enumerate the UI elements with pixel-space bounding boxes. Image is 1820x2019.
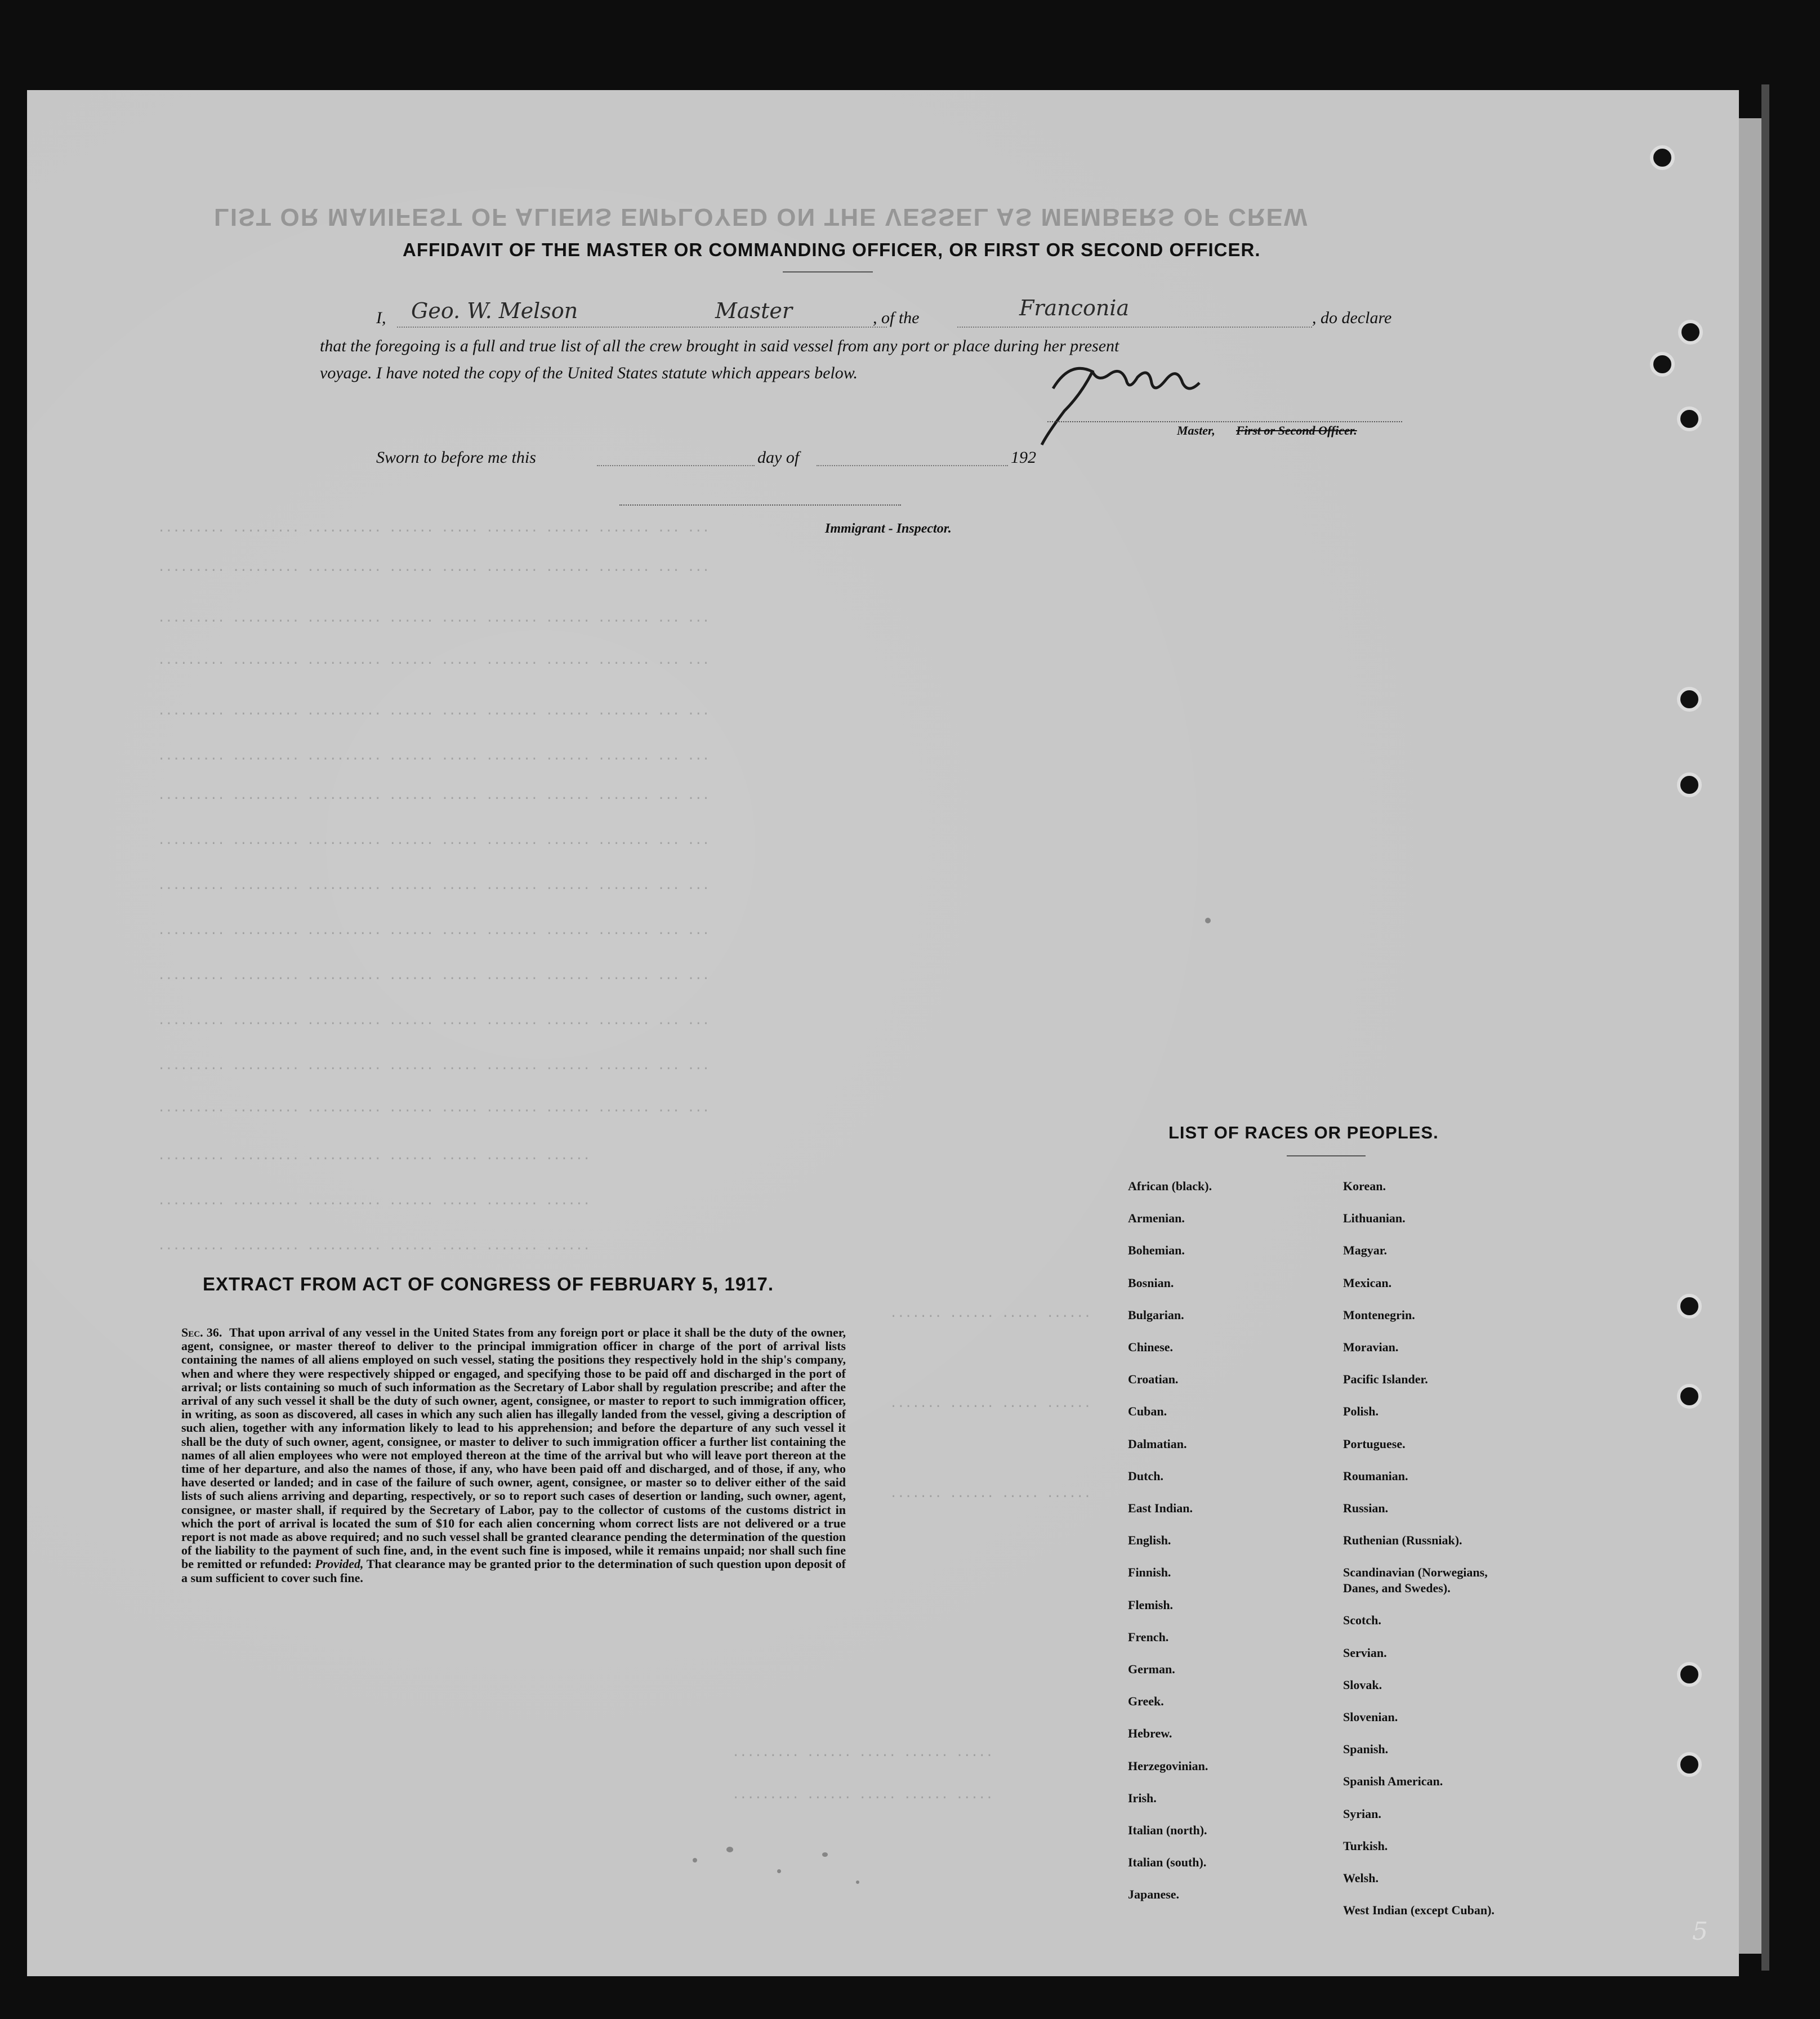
bleed-through-row: ......... ......... .......... ...... ..... ....... ...... ....... ... ... <box>158 1013 710 1028</box>
signature-scrawl <box>1031 349 1256 450</box>
bleed-through-row: ......... ......... .......... ...... ..... ....... ...... ....... ... ... <box>158 833 710 847</box>
bleed-through-row: ......... ......... .......... ...... ..... ....... ...... ....... ... ... <box>158 521 710 535</box>
name-field-line <box>397 327 887 328</box>
officer-struck: First or Second Officer. <box>1236 423 1357 437</box>
bleed-through-row: ......... ......... .......... ...... ..... ....... ...... ....... ... ... <box>158 611 710 625</box>
bleed-through-row: ......... ......... .......... ...... ..... ....... ...... ....... ... ... <box>158 749 710 763</box>
race-entry: Bulgarian. <box>1128 1307 1184 1322</box>
punch-hole <box>1677 687 1702 712</box>
race-entry: Japanese. <box>1128 1887 1180 1902</box>
race-entry: Spanish American. <box>1343 1774 1443 1789</box>
race-entry: Flemish. <box>1128 1597 1174 1612</box>
stain <box>726 1847 733 1852</box>
race-entry: Montenegrin. <box>1343 1307 1415 1322</box>
bleed-through-row: ......... ...... ..... ...... ..... <box>732 1745 993 1759</box>
race-entry: Servian. <box>1343 1645 1387 1660</box>
bleed-through-row: ......... ......... .......... ...... ..... ....... ...... ....... ... ... <box>158 1101 710 1115</box>
punch-hole <box>1677 407 1702 431</box>
race-entry: Welsh. <box>1343 1871 1379 1885</box>
stain <box>777 1869 781 1873</box>
race-entry: Scandinavian (Norwegians, <box>1343 1565 1488 1580</box>
race-entry: Korean. <box>1343 1179 1386 1193</box>
vessel-handwritten: Franconia <box>1019 296 1130 320</box>
day-of-label: day of <box>757 448 800 467</box>
race-entry: Bohemian. <box>1128 1243 1185 1258</box>
race-entry: East Indian. <box>1128 1501 1193 1515</box>
race-entry: African (black). <box>1128 1179 1212 1193</box>
stain <box>856 1880 859 1884</box>
punch-hole <box>1677 1752 1702 1777</box>
race-entry: Moravian. <box>1343 1340 1399 1354</box>
bleed-through-row: ......... ......... .......... ...... ..... ....... ...... ....... ... ... <box>158 788 710 802</box>
act-heading: EXTRACT FROM ACT OF CONGRESS OF FEBRUARY 5, 1917. <box>203 1274 774 1294</box>
race-entry: Dalmatian. <box>1128 1436 1187 1451</box>
bleed-through-row: ....... ...... ..... ...... <box>890 1486 1091 1500</box>
race-entry: French. <box>1128 1629 1169 1644</box>
do-declare-label: , do declare <box>1312 309 1392 327</box>
punch-hole <box>1677 1294 1702 1319</box>
race-entry: Roumanian. <box>1343 1468 1408 1483</box>
stain <box>822 1852 828 1857</box>
race-entry: Mexican. <box>1343 1275 1392 1290</box>
of-the-label: , of the <box>873 309 920 327</box>
race-entry: Cuban. <box>1128 1404 1167 1419</box>
race-entry: English. <box>1128 1533 1171 1548</box>
race-entry: Italian (south). <box>1128 1855 1207 1870</box>
punch-hole <box>1677 1662 1702 1687</box>
page-mark: 5 <box>1692 1917 1708 1946</box>
bleed-through-row: ......... ......... .......... ...... ..... ....... ...... <box>158 1239 591 1253</box>
race-entry: West Indian (except Cuban). <box>1343 1903 1495 1918</box>
act-text-part-1: That upon arrival of any vessel in the United States from any foreign port or place it shall be the duty of the owner, agent, consignee, or master thereof to deliver to the principal immigration officer in charge of the port of arrival lists containing the names of all aliens employed on such vessel, stating the positions they respectively hold in the ship's company, when and where they were respectively shipped or engaged, and specifying those to be paid off and discharged in the port of arrival; or lists containing so much of such information as the Secretary of Labor shall by regulation prescribe; and after the arrival of any such vessel it shall be the duty of such owner, agent, consignee, or master to report to such immigration officer, in writing, as soon as discovered, all cases in which any such alien has illegally landed from the vessel, giving a description of such alien, together with any information likely to lead to his apprehension; and before the departure of any such vessel it shall be the duty of such owner, agent, consignee, or master to deliver to such immigration officer a further list containing the names of all alien employees who were not employed thereon at the time of the arrival but who will leave port thereon at the time of her departure, and also the names of those, if any, who have been paid off and discharged, and of those, if any, who have deserted or landed; and in case of the failure of such owner, agent, consignee, or master so to deliver either of the said lists of such aliens arriving and departing, respectively, or so to report such cases of desertion or landing, such owner, agent, consignee, or master shall, if required by the Secretary of Labor, pay to the collector of customs of the customs district in which the port of arrival is located the sum of $10 for each alien concerning whom correct lists are not delivered or a true report is not made as above required; and no such vessel shall be granted clearance pending the determination of the question of the liability to the payment of such fine, and, in the event such fine is imposed, while it remains unpaid; nor shall such fine be remitted or refunded: <box>181 1325 846 1571</box>
name-handwritten: Geo. W. Melson <box>411 298 578 323</box>
bleed-through-row: ......... ......... .......... ...... ..... ....... ...... ....... ... ... <box>158 1058 710 1073</box>
races-rule <box>1287 1155 1366 1156</box>
bleed-through-row: ......... ......... .......... ...... ..... ....... ...... ....... ... ... <box>158 923 710 937</box>
year-label: 192 <box>1011 448 1036 467</box>
race-entry: Bosnian. <box>1128 1275 1174 1290</box>
bleed-through-row: ......... ......... .......... ...... ..... ....... ...... <box>158 1149 591 1163</box>
sworn-month-line <box>817 465 1008 466</box>
bleed-through-row: ......... ......... .......... ...... ..... ....... ...... ....... ... ... <box>158 653 710 667</box>
bleed-through-heading: LIST OR MANIFEST OF ALIENS EMPLOYED ON THE VESSEL AS MEMBERS OF CREW <box>214 203 1309 231</box>
bleed-through-row: ......... ......... .......... ...... ..... ....... ...... ....... ... ... <box>158 704 710 718</box>
bleed-through-row: ......... ......... .......... ...... ..... ....... ...... ....... ... ... <box>158 560 710 574</box>
race-entry: Scotch. <box>1343 1613 1381 1628</box>
inspector-label: Immigrant - Inspector. <box>825 521 952 536</box>
race-entry: Slovak. <box>1343 1677 1382 1692</box>
race-entry: Slovenian. <box>1343 1710 1398 1724</box>
punch-hole <box>1678 320 1703 345</box>
stain <box>1205 918 1211 923</box>
heading-rule <box>783 271 873 273</box>
race-entry: Dutch. <box>1128 1468 1163 1483</box>
page-edge-shadow <box>1761 84 1769 1971</box>
bleed-through-row: ......... ......... .......... ...... ..... ....... ...... ....... ... ... <box>158 878 710 892</box>
race-entry: Syrian. <box>1343 1806 1381 1821</box>
punch-hole <box>1650 145 1675 170</box>
inspector-line <box>619 504 901 506</box>
race-entry: Chinese. <box>1128 1340 1174 1354</box>
race-entry: Lithuanian. <box>1343 1211 1406 1226</box>
vessel-field-line <box>957 327 1312 328</box>
stain <box>693 1858 697 1862</box>
race-entry: Hebrew. <box>1128 1726 1172 1741</box>
race-entry: Herzegovinian. <box>1128 1758 1208 1773</box>
sworn-day-line <box>597 465 755 466</box>
signature-line <box>1047 421 1402 422</box>
bleed-through-row: ....... ...... ..... ...... <box>890 1396 1091 1410</box>
punch-hole <box>1650 352 1675 377</box>
provided-word: Provided, <box>315 1557 364 1571</box>
races-heading: LIST OF RACES OR PEOPLES. <box>1168 1123 1439 1142</box>
section-label: Sec. 36. <box>181 1325 222 1339</box>
race-entry: Polish. <box>1343 1404 1379 1419</box>
affidavit-i-label: I, <box>376 309 386 327</box>
race-entry: Armenian. <box>1128 1211 1185 1226</box>
punch-hole <box>1677 772 1702 797</box>
bleed-through-row: ......... ......... .......... ...... ..... ....... ...... <box>158 1194 591 1208</box>
affidavit-line-2: that the foregoing is a full and true list of all the crew brought in said vessel from any port or place during her present <box>320 337 1119 355</box>
race-entry: Croatian. <box>1128 1372 1179 1387</box>
race-entry: German. <box>1128 1662 1175 1676</box>
race-entry: Spanish. <box>1343 1742 1389 1757</box>
race-entry: Turkish. <box>1343 1838 1388 1853</box>
affidavit-line-3: voyage. I have noted the copy of the United States statute which appears below. <box>320 364 858 382</box>
race-entry: Irish. <box>1128 1790 1157 1805</box>
signature-text <box>1149 360 1150 361</box>
title-handwritten: Master <box>715 298 792 323</box>
page-edge <box>1739 118 1761 1954</box>
document-sheet <box>27 90 1739 1976</box>
race-entry: Magyar. <box>1343 1243 1388 1258</box>
race-entry: Russian. <box>1343 1501 1389 1515</box>
punch-hole <box>1677 1384 1702 1409</box>
affidavit-heading: AFFIDAVIT OF THE MASTER OR COMMANDING OFFICER, OR FIRST OR SECOND OFFICER. <box>403 239 1261 260</box>
officer-master: Master, <box>1177 423 1215 437</box>
race-entry: Danes, and Swedes). <box>1343 1581 1451 1596</box>
race-entry: Finnish. <box>1128 1565 1171 1580</box>
act-section-36-text <box>181 1326 846 1585</box>
sworn-label: Sworn to before me this <box>376 448 536 467</box>
bleed-through-row: ....... ...... ..... ...... <box>890 1306 1091 1320</box>
race-entry: Greek. <box>1128 1694 1164 1709</box>
bleed-through-row: ......... ...... ..... ...... ..... <box>732 1788 993 1802</box>
race-entry: Italian (north). <box>1128 1823 1207 1837</box>
race-entry: Pacific Islander. <box>1343 1372 1428 1387</box>
act-text-part-2: That clearance may be granted prior to the determination of such question upon deposit of a sum sufficient to cover such fine. <box>181 1557 846 1585</box>
race-entry: Portuguese. <box>1343 1436 1406 1451</box>
race-entry: Ruthenian (Russniak). <box>1343 1533 1462 1548</box>
bleed-through-row: ......... ......... .......... ...... ..... ....... ...... ....... ... ... <box>158 968 710 982</box>
